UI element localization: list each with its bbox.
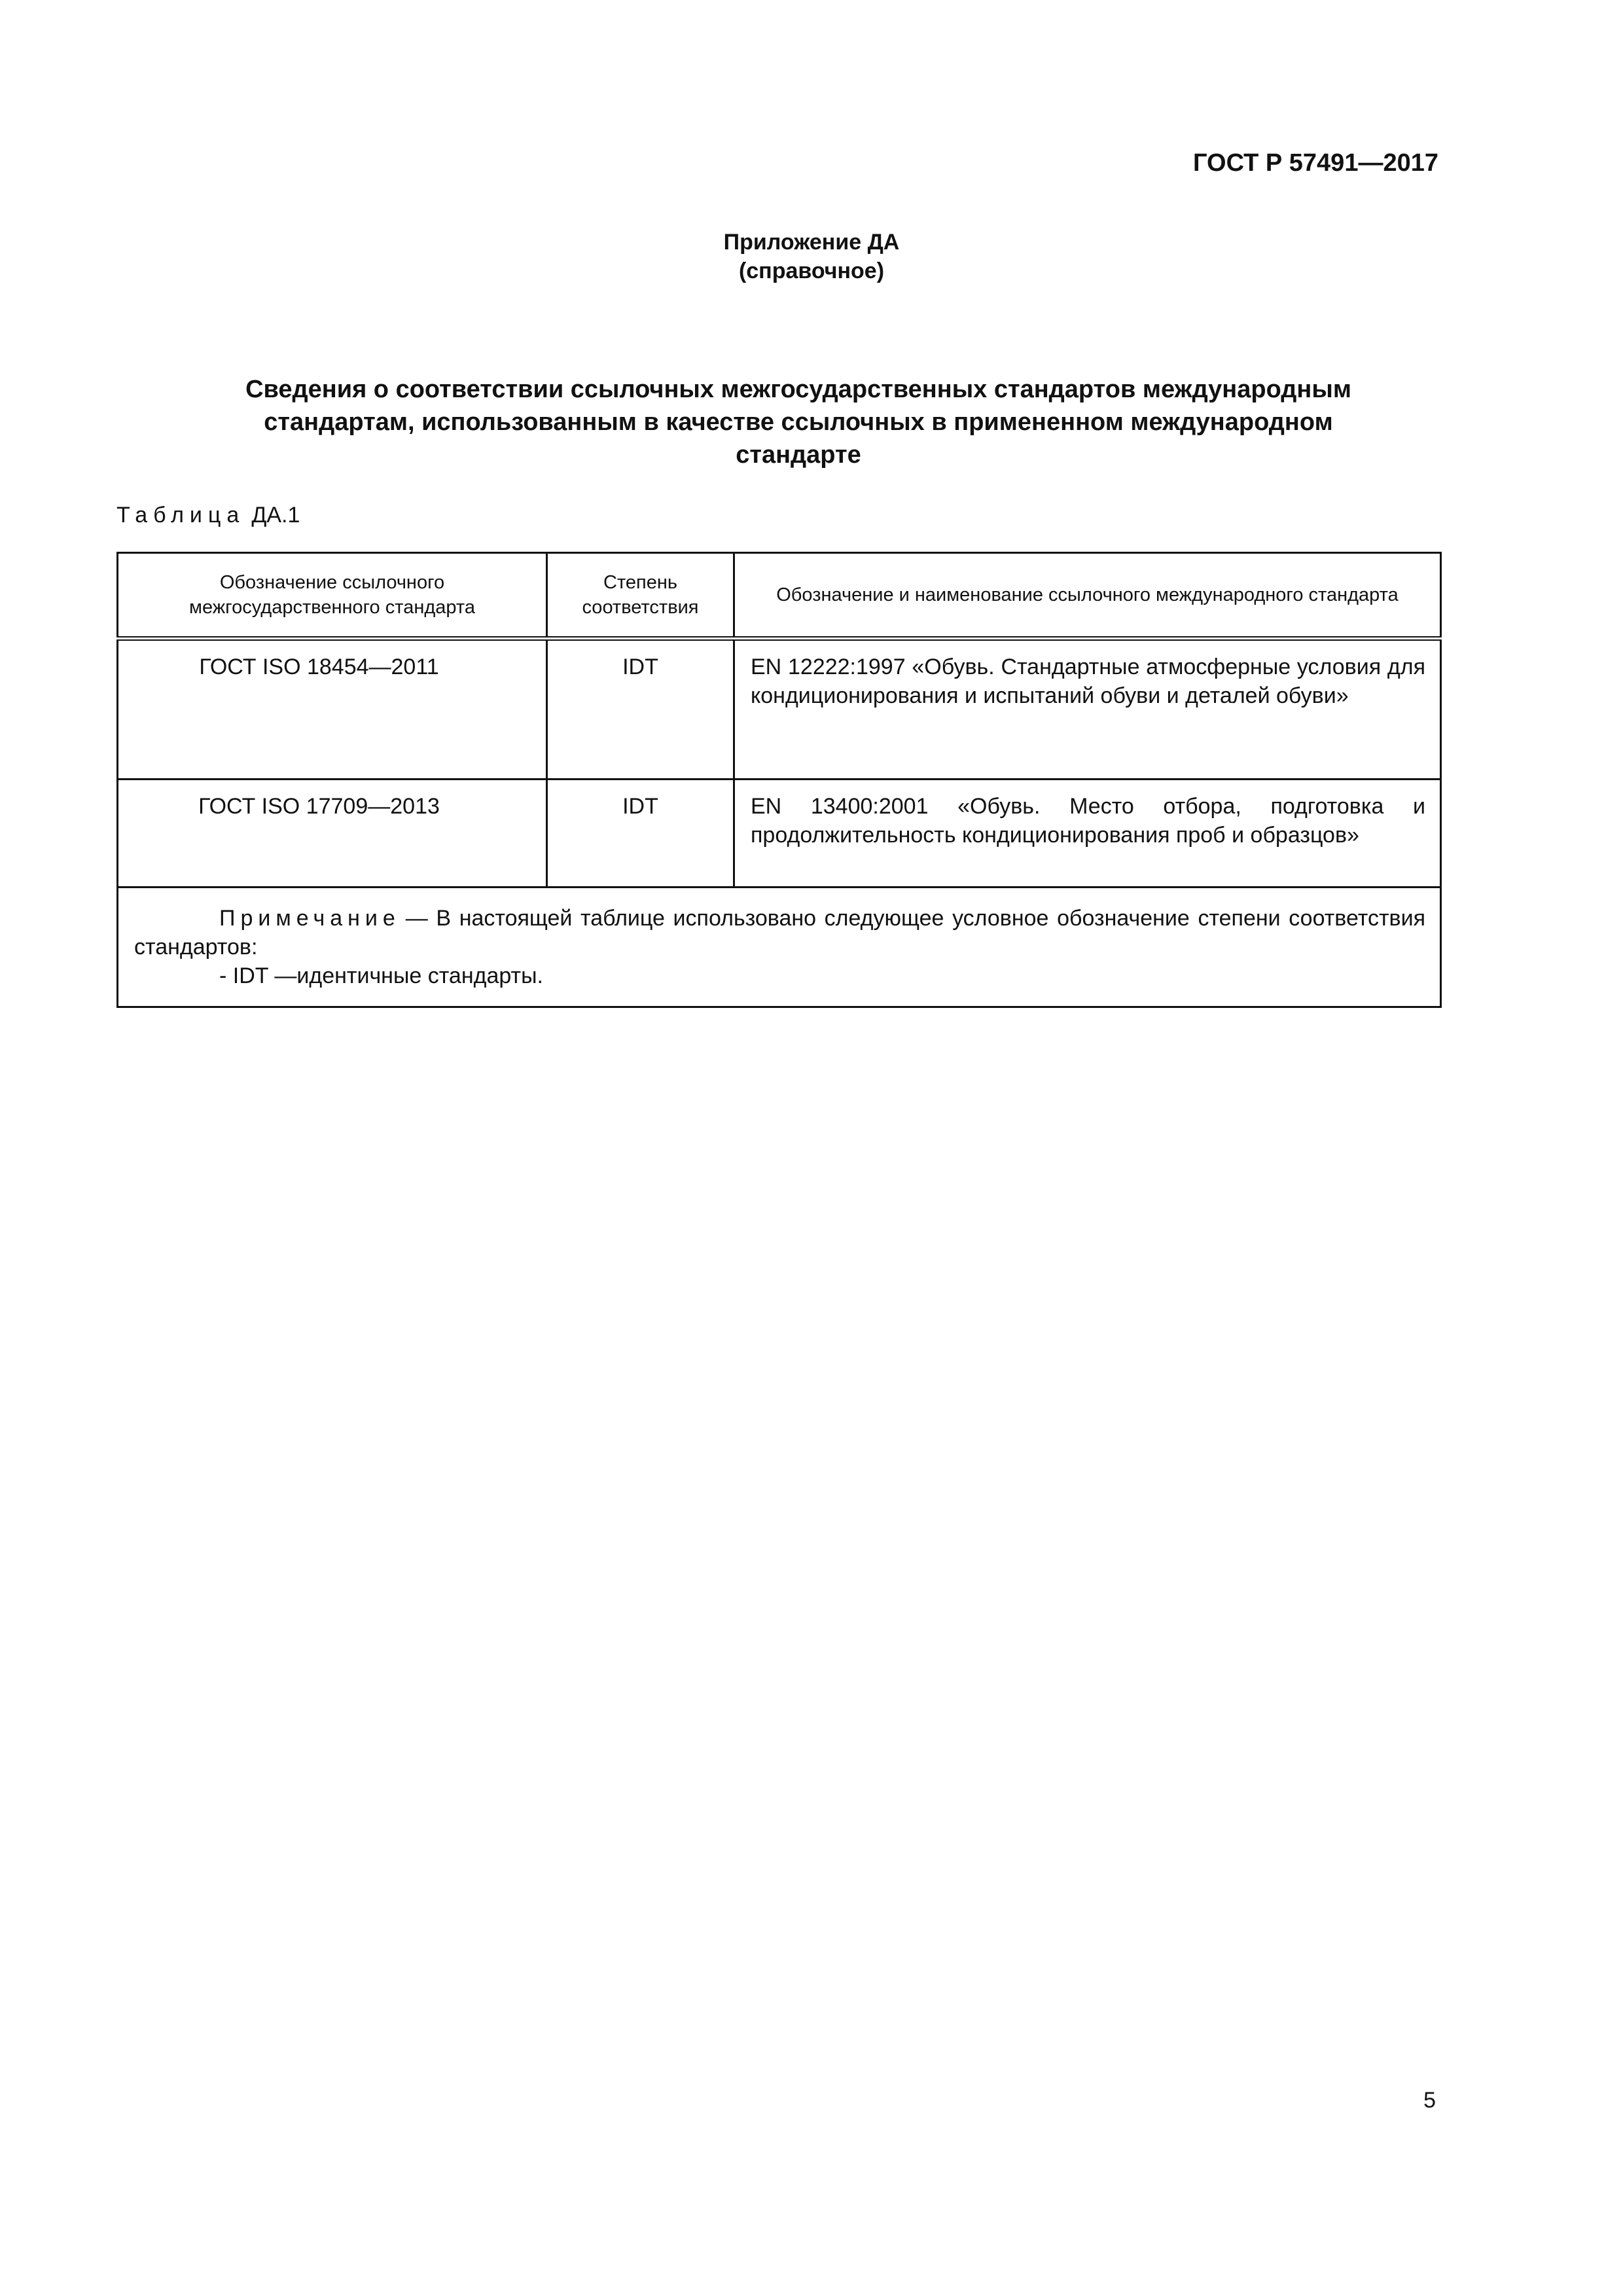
table-caption-number: ДА.1 bbox=[251, 503, 300, 528]
degree-cell: IDT bbox=[547, 639, 734, 780]
standard-cell: ГОСТ ISO 18454—2011 bbox=[118, 639, 547, 780]
section-heading bbox=[157, 373, 1440, 471]
note-body: — В настоящей таблице использовано следующее условное обозначение степени соответствия стандартов: bbox=[134, 906, 1425, 960]
note-label: Примечание bbox=[219, 906, 401, 931]
table-row bbox=[118, 780, 1441, 888]
table-caption bbox=[116, 503, 300, 528]
note-item: - IDT —идентичные стандарты. bbox=[219, 963, 543, 988]
column-header: Степень соответствия bbox=[547, 553, 734, 639]
column-header: Обозначение и наименование ссылочного международного стандарта bbox=[734, 553, 1441, 639]
document-code: ГОСТ Р 57491—2017 bbox=[1193, 149, 1438, 177]
standard-cell: ГОСТ ISO 17709—2013 bbox=[118, 780, 547, 888]
page-number: 5 bbox=[1423, 2088, 1436, 2113]
international-standard-cell: EN 12222:1997 «Обувь. Стандартные атмосферные условия для кондиционирования и испытаний обуви и деталей обуви» bbox=[734, 639, 1441, 780]
heading-line: стандарте bbox=[736, 441, 861, 469]
table-header-row bbox=[118, 553, 1441, 639]
table-note-row bbox=[118, 888, 1441, 1007]
column-header: Обозначение ссылочного межгосударственного стандарта bbox=[118, 553, 547, 639]
appendix-title: Приложение ДА bbox=[723, 230, 900, 255]
heading-line: стандартам, использованным в качестве ссылочных в примененном международном bbox=[264, 408, 1333, 436]
appendix-title-block bbox=[0, 228, 1623, 285]
table-caption-label: Таблица bbox=[116, 503, 245, 528]
heading-line: Сведения о соответствии ссылочных межгосударственных стандартов международным bbox=[245, 376, 1351, 403]
degree-cell: IDT bbox=[547, 780, 734, 888]
appendix-subtitle: (справочное) bbox=[738, 259, 885, 283]
table-row bbox=[118, 639, 1441, 780]
note-text bbox=[134, 904, 1425, 961]
table-note bbox=[118, 888, 1441, 1007]
international-standard-cell: EN 13400:2001 «Обувь. Место отбора, подготовка и продолжительность кондиционирования проб и образцов» bbox=[734, 780, 1441, 888]
correspondence-table bbox=[116, 552, 1442, 1008]
